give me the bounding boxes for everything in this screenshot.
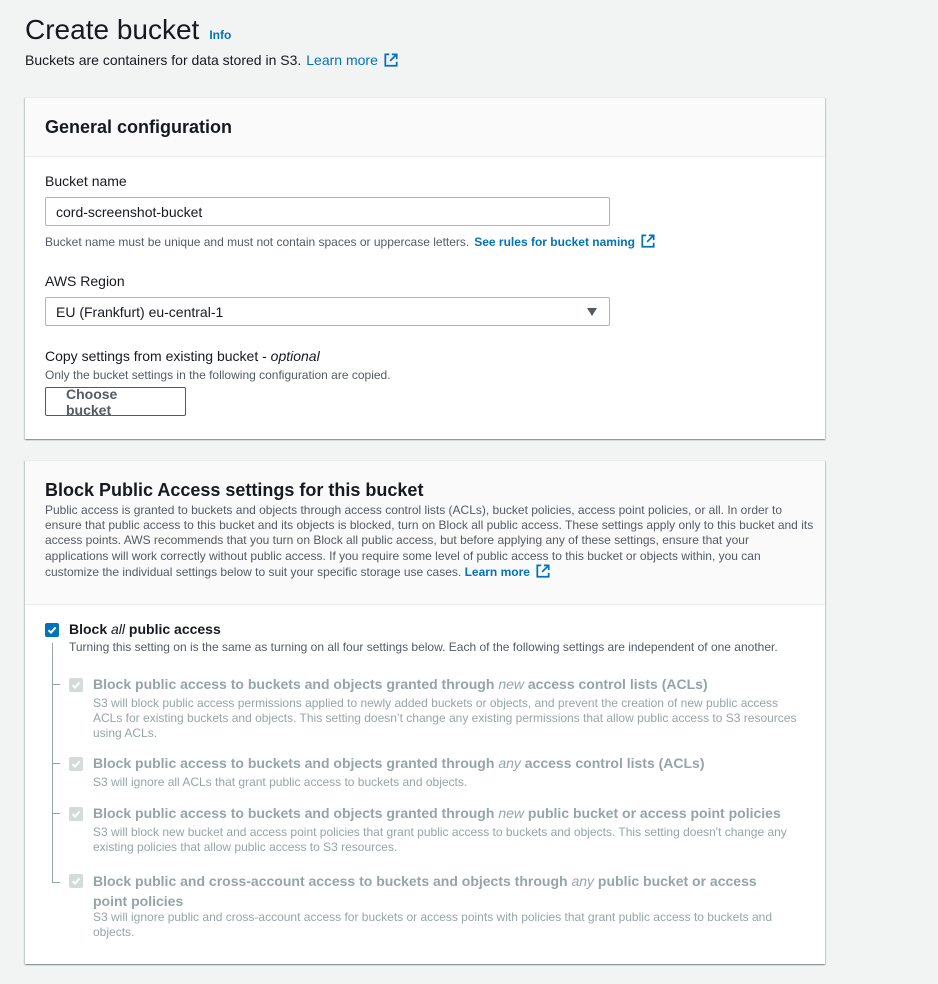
general-configuration-heading: General configuration	[45, 117, 233, 137]
bpa-learn-more-label: Learn more	[464, 564, 530, 579]
checkmark-icon	[71, 876, 81, 886]
page-title: Create bucket	[25, 14, 200, 45]
bpa-learn-more-link[interactable]	[465, 565, 550, 579]
general-configuration-header	[25, 98, 825, 157]
title-part: Block	[69, 621, 112, 637]
bucket-name-label: Bucket name	[45, 173, 127, 189]
block-public-access-description	[45, 503, 815, 580]
checkmark-icon	[71, 759, 81, 769]
title-part: Block public access to buckets and objects granted through	[93, 676, 499, 692]
block-new-policies-description: S3 will block new bucket and access point policies that grant public access to buckets and objects. This setting doesn't change any existing policies that allow public access to S3 resources.	[93, 825, 787, 854]
external-link-icon	[384, 53, 398, 67]
caret-down-icon	[587, 308, 597, 316]
choose-bucket-button[interactable]: Choose bucket	[45, 387, 186, 416]
bucket-name-hint-text: Bucket name must be unique and must not contain spaces or uppercase letters.	[45, 234, 470, 249]
learn-more-link[interactable]	[306, 52, 398, 68]
info-link[interactable]: Info	[209, 28, 232, 42]
block-all-checkbox[interactable]	[45, 623, 59, 637]
general-configuration-panel	[25, 97, 825, 439]
external-link-icon	[536, 564, 550, 578]
aws-region-label: AWS Region	[45, 273, 125, 289]
external-link-icon	[641, 234, 655, 248]
bucket-name-hint	[45, 234, 655, 249]
block-any-acls-description: S3 will ignore all ACLs that grant public access to buckets and objects.	[93, 775, 468, 789]
tree-branch	[52, 882, 60, 883]
block-cross-account-title	[93, 871, 783, 911]
block-all-description: Turning this setting on is the same as turning on all four settings below. Each of the following settings are independent of one another.	[69, 640, 778, 654]
title-part: public access	[125, 621, 221, 637]
title-emphasis: any	[571, 873, 595, 889]
block-new-acls-title	[93, 676, 708, 692]
title-part: Block public access to buckets and objects granted through	[93, 805, 499, 821]
title-part: access control lists (ACLs)	[524, 676, 708, 692]
bucket-naming-rules-label: See rules for bucket naming	[474, 235, 635, 249]
copy-settings-label-text: Copy settings from existing bucket -	[45, 348, 271, 364]
tree-branch	[52, 813, 60, 814]
copy-settings-hint: Only the bucket settings in the following configuration are copied.	[45, 368, 391, 382]
title-emphasis: new	[498, 676, 524, 692]
page-description-text: Buckets are containers for data stored in S3.	[25, 52, 302, 68]
aws-region-select[interactable]	[45, 297, 610, 326]
page-title-row	[25, 14, 231, 46]
checkmark-icon	[71, 680, 81, 690]
block-any-acls-checkbox[interactable]	[69, 757, 83, 771]
tree-branch	[52, 684, 60, 685]
block-public-access-description-text: Public access is granted to buckets and objects through access control lists (ACLs), bucket policies, access point policies, or all. In order to ensure that public access to this bucket and its objects is blocked, turn on Block all public access. These settings apply only to this bucket and its access points. AWS recommends that you turn on Block all public access, but before applying any of these settings, ensure that your applications will work correctly without public access. If you require some level of public access to this bucket or objects within, you can customize the individual settings below to suit your specific storage use cases.	[45, 503, 814, 579]
title-emphasis: all	[111, 621, 126, 637]
block-public-access-heading: Block Public Access settings for this bucket	[45, 480, 424, 500]
optional-label: optional	[270, 348, 320, 364]
block-new-acls-description: S3 will block public access permissions applied to newly added buckets or objects, and prevent the creation of new public access ACLs for existing buckets and objects. This setting doesn’t change any existing permissions that allow public access to S3 resources using ACLs.	[93, 696, 797, 740]
bucket-name-input[interactable]: cord-screenshot-bucket	[45, 197, 610, 226]
tree-branch	[52, 763, 60, 764]
title-emphasis: any	[498, 755, 521, 771]
block-cross-account-checkbox[interactable]	[69, 874, 83, 888]
block-public-access-panel	[25, 460, 825, 964]
title-part: Block public and cross-account access to buckets and objects through	[93, 873, 572, 889]
aws-region-selected: EU (Frankfurt) eu-central-1	[56, 303, 224, 320]
checkmark-icon	[71, 809, 81, 819]
title-part: public bucket or access point policies	[93, 873, 757, 909]
block-any-acls-title	[93, 755, 705, 771]
page-description	[25, 52, 398, 68]
title-part: Block public access to buckets and objects granted through	[93, 755, 499, 771]
block-new-policies-title	[93, 805, 781, 821]
checkmark-icon	[47, 625, 57, 635]
title-part: access control lists (ACLs)	[520, 755, 705, 771]
block-new-policies-checkbox[interactable]	[69, 807, 83, 821]
block-cross-account-description: S3 will ignore public and cross-account access for buckets or access points with policies that grant public access to buckets and objects.	[93, 910, 773, 939]
bucket-naming-rules-link[interactable]	[474, 234, 655, 249]
block-public-access-header	[25, 461, 825, 605]
copy-settings-label	[45, 348, 320, 364]
learn-more-label: Learn more	[306, 52, 378, 68]
block-new-acls-checkbox[interactable]	[69, 678, 83, 692]
title-emphasis: new	[498, 805, 524, 821]
block-all-title	[69, 621, 221, 637]
title-part: public bucket or access point policies	[524, 805, 781, 821]
